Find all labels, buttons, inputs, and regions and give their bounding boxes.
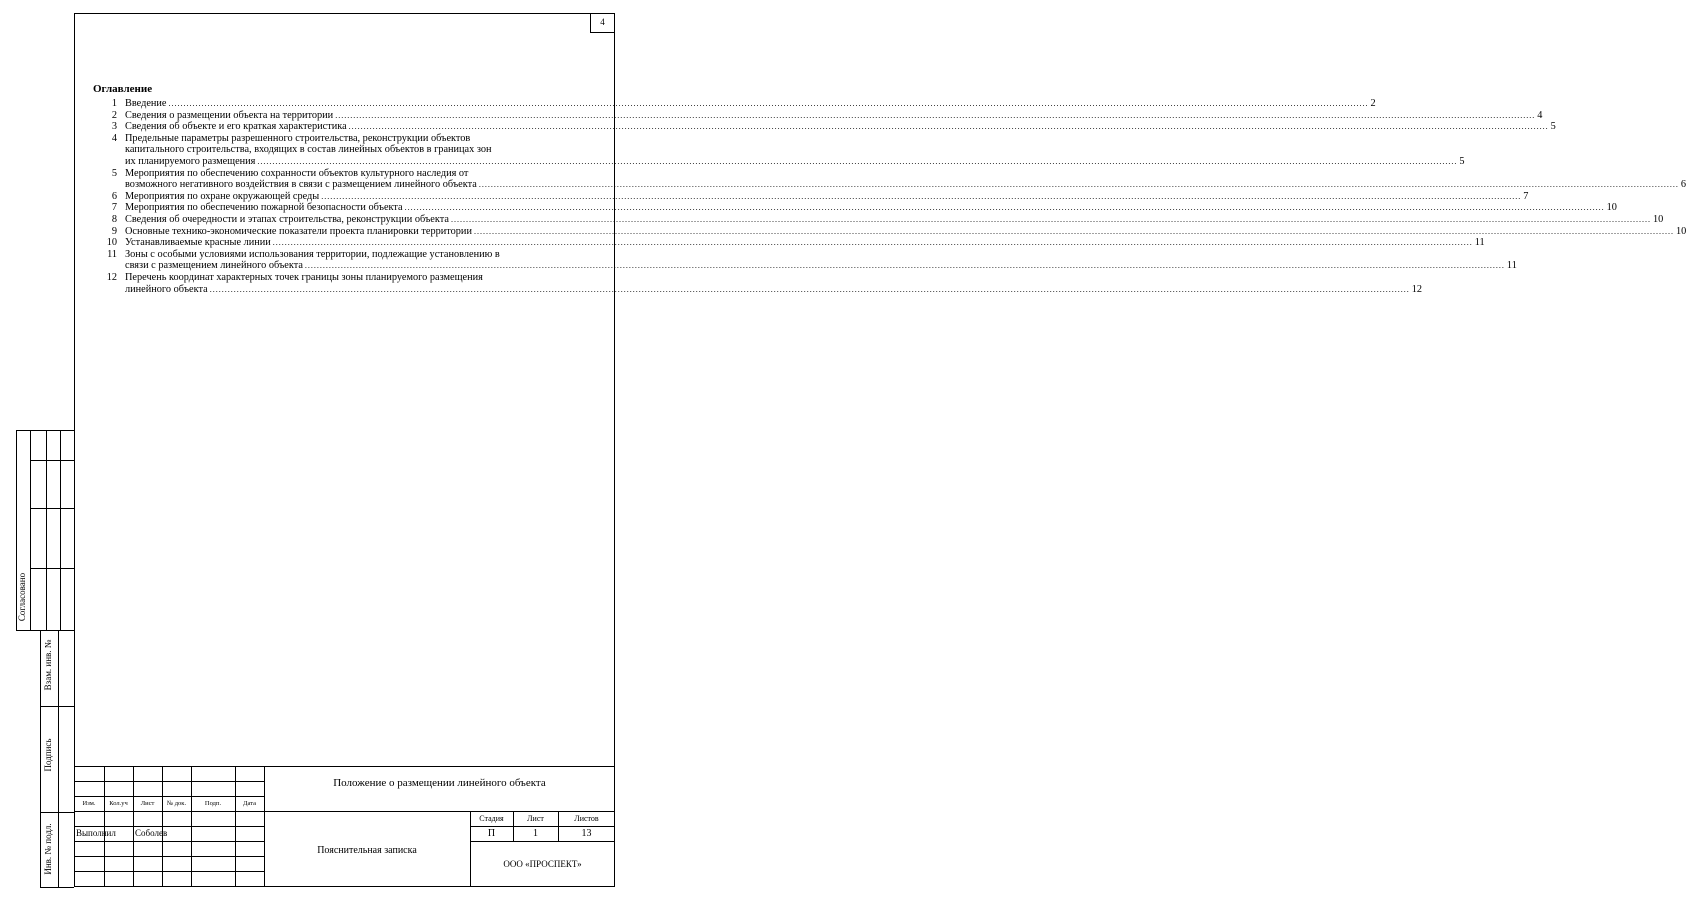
- toc-entry-number: 1: [111, 98, 117, 109]
- toc-title: Оглавление: [93, 83, 153, 95]
- sheet-number-box: 4: [590, 13, 615, 33]
- toc-entry-page: 6: [1680, 179, 1686, 191]
- toc-entry-page: 10: [1675, 225, 1686, 237]
- toc-entry-title: Основные технико-экономические показатели проекта планировки территории: [125, 225, 472, 237]
- toc-entry-title: возможного негативного воздействия в связи с размещением линейного объекта: [125, 179, 477, 191]
- toc-entry-title: связи с размещением линейного объекта: [125, 260, 303, 272]
- stage-label: Стадия: [479, 814, 504, 823]
- toc-entry-title: Мероприятия по охране окружающей среды: [125, 190, 320, 202]
- toc-entry: [93, 190, 1529, 203]
- performed-name: Соболев: [135, 828, 168, 838]
- toc-leader-dots: ................................................................................................................................................................................................................................................................................................................................................................................................................: [272, 238, 1473, 248]
- toc-entry-number: 11: [107, 248, 117, 260]
- toc-entry-page: 10: [1606, 202, 1617, 214]
- toc-entry-title: Устанавливаемые красные линии: [125, 237, 271, 249]
- toc-entry-line: Мероприятия по обеспечению сохранности объектов культурного наследия от: [125, 167, 469, 179]
- toc-entry: [93, 202, 1617, 214]
- agreed-label: Согласовано: [17, 572, 27, 622]
- toc-entry-page: 5: [1459, 155, 1465, 167]
- sheets-label: Листов: [574, 814, 599, 823]
- toc-leader-dots: ................................................................................................................................................................................................................................................................................................................................................................................................................: [335, 110, 1536, 120]
- company-name: ООО «ПРОСПЕКТ»: [503, 859, 582, 869]
- toc-entry-number: 10: [106, 237, 117, 249]
- stamp-header-docnum: № док.: [166, 800, 187, 807]
- toc-leader-dots: ................................................................................................................................................................................................................................................................................................................................................................................................................: [473, 226, 1674, 236]
- toc-leader-dots: ................................................................................................................................................................................................................................................................................................................................................................................................................: [478, 180, 1679, 190]
- toc-entry-number: 4: [111, 132, 117, 144]
- toc-entry-number: 12: [106, 271, 117, 283]
- sheets-value: 13: [581, 828, 592, 839]
- signature-label: Подпись: [43, 738, 53, 772]
- toc-entry-line: капитального строительства, входящих в состав линейных объектов в границах зон: [125, 144, 492, 156]
- toc-leader-dots: ................................................................................................................................................................................................................................................................................................................................................................................................................: [348, 122, 1549, 132]
- toc-entry-number: 7: [111, 202, 117, 214]
- toc-entry-number: 9: [111, 225, 117, 237]
- toc-leader-dots: ................................................................................................................................................................................................................................................................................................................................................................................................................: [168, 99, 1369, 108]
- toc-entry-page: 5: [1550, 121, 1556, 133]
- sheet-value: 1: [533, 828, 538, 839]
- toc-leader-dots: ................................................................................................................................................................................................................................................................................................................................................................................................................: [257, 156, 1458, 166]
- toc-list: [93, 98, 1686, 295]
- toc-entry: [93, 271, 1422, 295]
- toc-entry-title: Сведения о размещении объекта на территории: [125, 109, 334, 121]
- toc-entry-page: 4: [1537, 109, 1543, 121]
- toc-entry-number: 8: [111, 213, 117, 225]
- toc-entry: [93, 167, 1686, 191]
- stamp-header-date: Дата: [243, 800, 256, 807]
- inv-replace-label: Взам. инв. №: [43, 639, 53, 691]
- toc-entry-title: Сведения об очередности и этапах строительства, реконструкции объекта: [125, 213, 449, 225]
- stage-value: П: [487, 828, 496, 839]
- toc-entry-title: Введение: [125, 98, 167, 109]
- stamp-header-sheet: Лист: [140, 800, 155, 807]
- toc-entry-page: 2: [1370, 98, 1376, 109]
- toc-entry: [93, 225, 1686, 238]
- toc-leader-dots: ................................................................................................................................................................................................................................................................................................................................................................................................................: [321, 191, 1522, 201]
- toc-entry: [93, 98, 1376, 110]
- toc-entry-page: 10: [1652, 213, 1664, 225]
- toc-entry-number: 2: [111, 109, 117, 121]
- toc-entry: [93, 213, 1664, 226]
- toc-entry-title: линейного объекта: [125, 283, 208, 295]
- toc-entry-page: 11: [1474, 237, 1485, 249]
- toc-leader-dots: ................................................................................................................................................................................................................................................................................................................................................................................................................: [304, 261, 1505, 271]
- toc-entry: [93, 109, 1543, 122]
- toc-entry: [93, 248, 1517, 272]
- toc-entry-page: 7: [1523, 190, 1529, 202]
- toc-leader-dots: ................................................................................................................................................................................................................................................................................................................................................................................................................: [209, 284, 1410, 294]
- stamp-header-count: Кол.уч: [109, 800, 128, 807]
- toc-entry-title: Сведения об объекте и его краткая характеристика: [125, 121, 347, 133]
- toc-entry: [93, 121, 1556, 133]
- toc-entry-line: Зоны с особыми условиями использования территории, подлежащие установлению в: [125, 248, 500, 260]
- toc-entry-title: Мероприятия по обеспечению пожарной безопасности объекта: [125, 202, 403, 214]
- stamp-header-sign: Подп.: [204, 800, 222, 807]
- sheet-label: Лист: [527, 814, 544, 823]
- toc-leader-dots: ................................................................................................................................................................................................................................................................................................................................................................................................................: [404, 203, 1605, 213]
- toc-entry-title: их планируемого размещения: [125, 155, 256, 167]
- toc-entry-number: 5: [111, 167, 117, 179]
- doc-title: Пояснительная записка: [317, 845, 417, 856]
- inv-orig-label: Инв. № подл.: [43, 823, 53, 875]
- toc-leader-dots: ................................................................................................................................................................................................................................................................................................................................................................................................................: [450, 214, 1651, 224]
- toc-entry-page: 11: [1506, 260, 1517, 272]
- toc-entry-line: Предельные параметры разрешенного строительства, реконструкции объектов: [125, 132, 471, 144]
- performed-label: Выполнил: [76, 828, 116, 838]
- toc-entry: [93, 132, 1465, 168]
- toc-entry-page: 12: [1411, 283, 1422, 295]
- toc-entry-number: 3: [111, 121, 117, 133]
- project-title: Положение о размещении линейного объекта: [333, 777, 546, 789]
- toc-entry: [93, 237, 1485, 249]
- toc-entry-number: 6: [111, 190, 117, 202]
- stamp-header-change: Изм.: [82, 800, 96, 807]
- toc-entry-line: Перечень координат характерных точек границы зоны планируемого размещения: [125, 271, 483, 283]
